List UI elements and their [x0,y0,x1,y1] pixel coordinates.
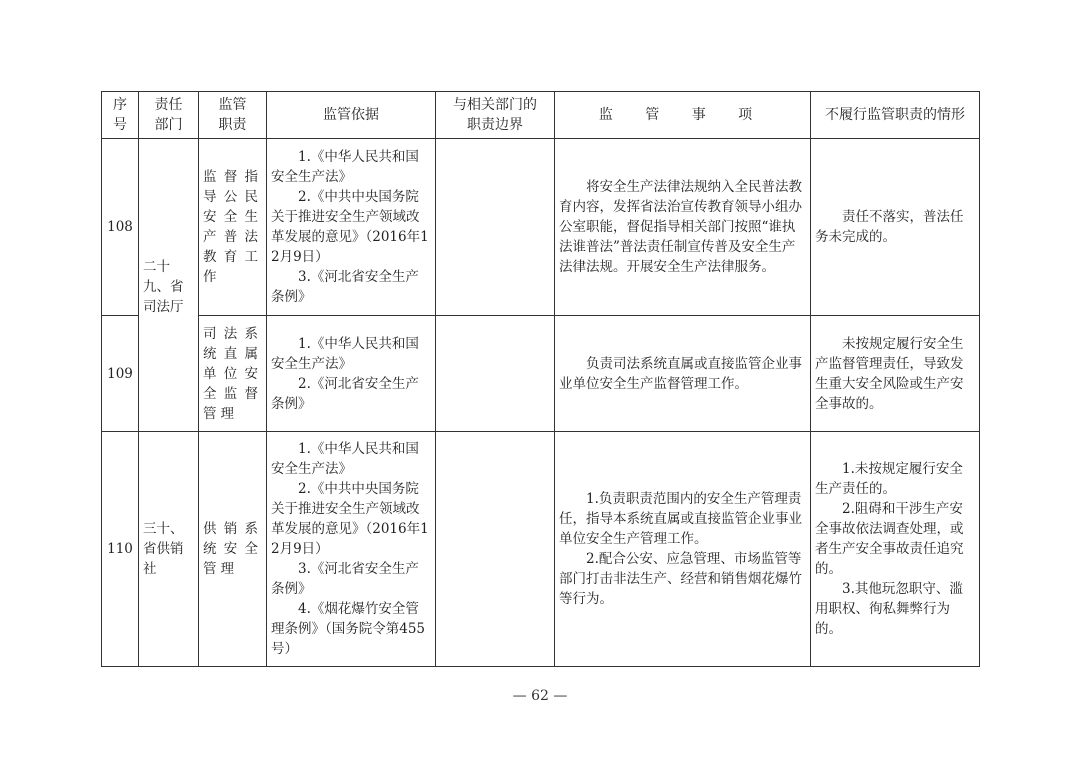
matters-cell [555,316,811,432]
matters-item: 负责司法系统直属或直接监管企业事业单位安全生产监督管理工作。 [559,355,802,392]
table-header-row [102,92,980,139]
failures-item: 未按规定履行安全生产监督管理责任，导致发生重大安全风险或生产安全事故的。 [815,335,964,412]
duty-cell: 监督指导公民安全生产普法教育工作 [199,139,267,316]
basis-item: 1.《中华人民共和国安全生产法》 [271,149,419,185]
seq-cell: 109 [102,316,139,432]
basis-item: 2.《中共中央国务院关于推进安全生产领域改革发展的意见》（2016年12月9日） [271,481,429,557]
header-boundary: 与相关部门的 职责边界 [436,92,555,139]
matters-item: 将安全生产法律法规纳入全民普法教育内容，发挥省法治宣传教育领导小组办公室职能，督促指导相关部门按照“谁执法谁普法”普法责任制宣传普及安全生产法律法规。开展安全生产法律服务。 [559,179,802,275]
failures-item: 责任不落实，普法任务未完成的。 [815,209,964,245]
matters-item: 1.负责职责范围内的安全生产管理责任，指导本系统直属或直接监管企业事业单位安全生产管理工作。 [559,491,802,547]
table-row [102,432,980,667]
matters-item: 2.配合公安、应急管理、市场监管等部门打击非法生产、经营和销售烟花爆竹等行为。 [559,551,802,607]
table-row [102,139,980,316]
basis-item: 3.《河北省安全生产条例》 [271,561,419,597]
failures-item: 3.其他玩忽职守、滥用职权、徇私舞弊行为的。 [815,581,963,637]
boundary-cell [436,432,555,667]
basis-item: 4.《烟花爆竹安全管理条例》（国务院令第455号） [271,601,426,657]
header-basis: 监管依据 [267,92,436,139]
failures-cell [811,316,980,432]
basis-item: 1.《中华人民共和国安全生产法》 [271,441,419,477]
seq-cell: 108 [102,139,139,316]
failures-cell [811,139,980,316]
duty-cell: 司法系统直属单位安全监督管理 [199,316,267,432]
dept-cell [139,139,199,432]
failures-item: 2.阻碍和干涉生产安全事故依法调查处理，或者生产安全事故责任追究的。 [815,501,964,577]
basis-item: 2.《中共中央国务院关于推进安全生产领域改革发展的意见》（2016年12月9日） [271,189,429,265]
page-number: — 62 — [512,688,568,704]
matters-cell [555,139,811,316]
header-failures: 不履行监管职责的情形 [811,92,980,139]
failures-item: 1.未按规定履行安全生产责任的。 [815,461,963,497]
header-duty: 监管 职责 [199,92,267,139]
basis-cell [267,316,436,432]
duty-cell: 供销系统安全管理 [199,432,267,667]
table-row [102,316,980,432]
basis-cell [267,139,436,316]
boundary-cell [436,139,555,316]
basis-item: 2.《河北省安全生产条例》 [271,375,419,412]
header-seq: 序 号 [102,92,139,139]
basis-cell [267,432,436,667]
basis-item: 3.《河北省安全生产条例》 [271,269,419,305]
matters-cell [555,432,811,667]
failures-cell [811,432,980,667]
header-dept: 责任 部门 [139,92,199,139]
boundary-cell [436,316,555,432]
seq-cell: 110 [102,432,139,667]
basis-item: 1.《中华人民共和国安全生产法》 [271,335,419,372]
header-matters: 监 管 事 项 [555,92,811,139]
dept-cell: 三十、省供销社 [139,432,199,667]
regulatory-duties-table [101,91,980,667]
dept-text: 二十九、省司法厅 [143,259,184,315]
